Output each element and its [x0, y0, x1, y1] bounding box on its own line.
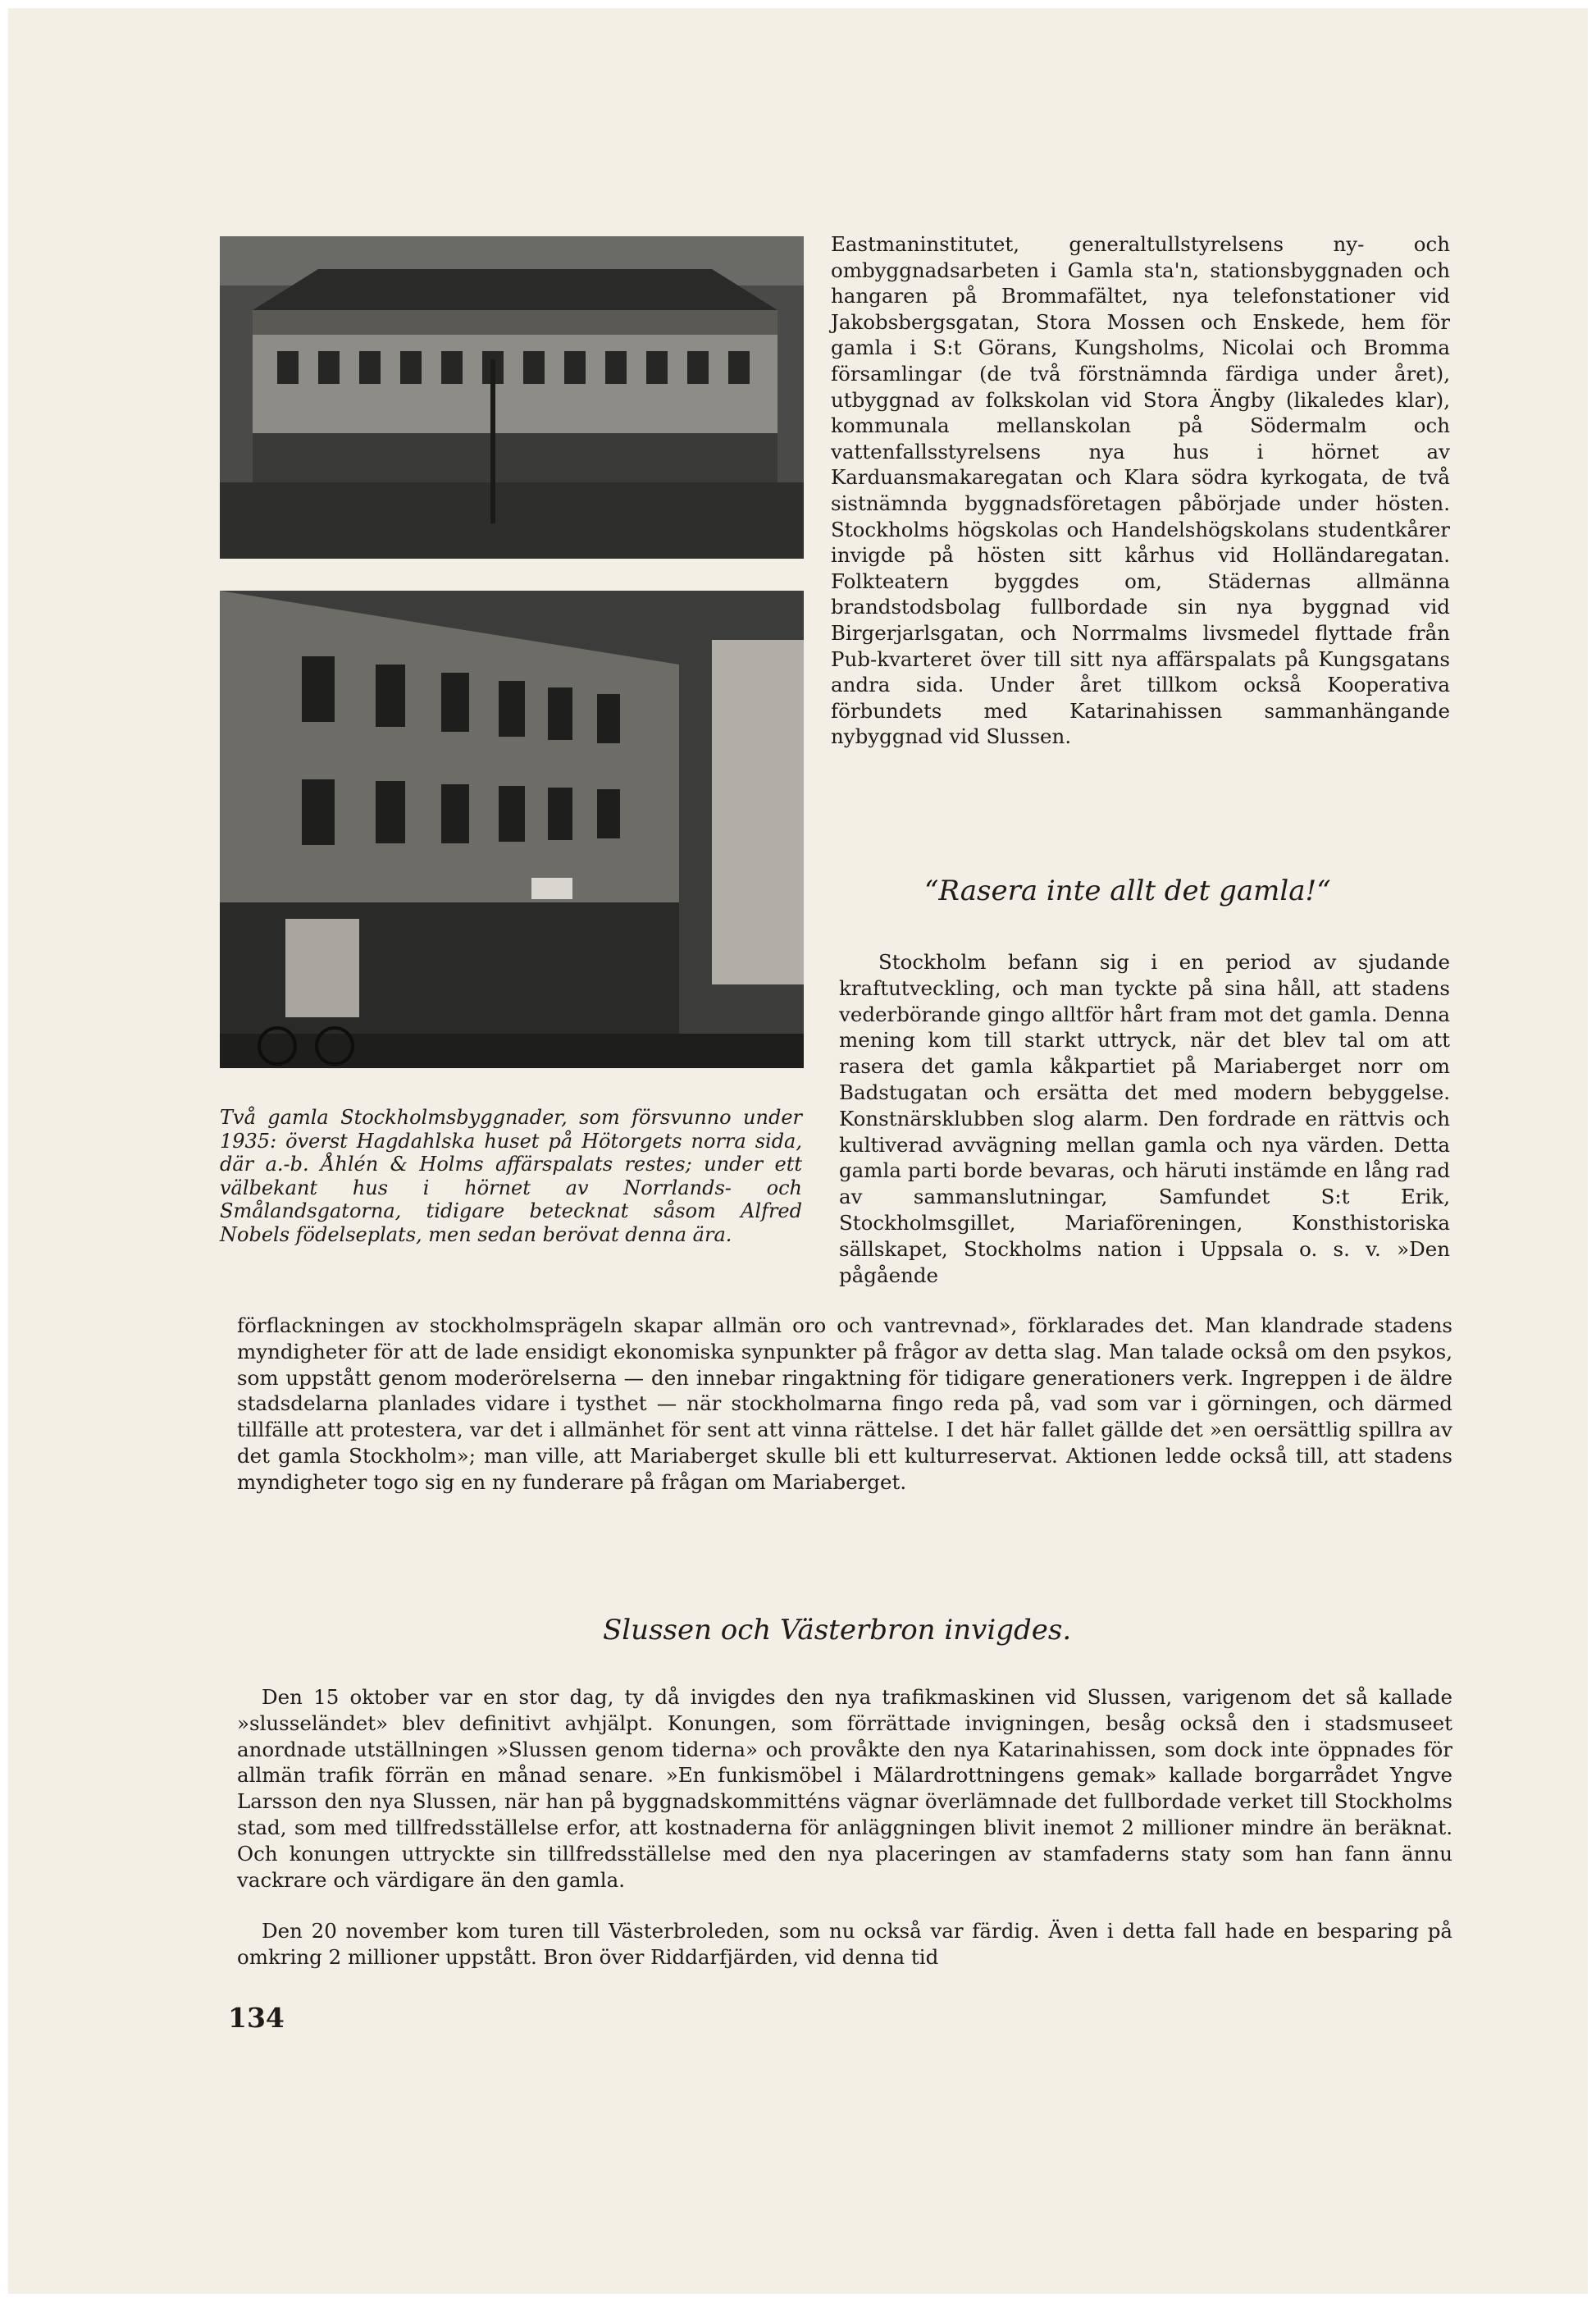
body-text-full-width: Den 15 oktober var en stor dag, ty då invigdes den nya trafikmaskinen vid Slussen, varigenom det så kallade »slusseländet» blev definitivt avhjälpt. Konungen, som förrättade invigningen, besåg också den i stadsmuseet anordnade utställningen »Slussen genom tiderna» och provåkte den nya Katarinahissen, som dock inte öppnades för allmän trafik förrän en månad senare. »En funkismöbel i Mälardrottningens gemak» kallade borgarrådet Yngve Larsson den nya Slussen, när han på byggnadskommitténs vägnar överlämnade det fullbordade verket till Stockholms stad, som med tillfredsställelse erfor, att kostnaderna för anläggningen blivit inemot 2 millioner mindre än beräknat. Och konungen uttryckte sin tillfredsställelse med den nya placeringen av stamfaderns staty som han fann ännu vackrare och värdigare än den gamla.	[237, 1685, 1452, 1892]
building-photo-icon	[220, 236, 804, 559]
photo-caption: Två gamla Stockholmsbyggnader, som försvunno under 1935: överst Hagdahlska huset på Hötorgets norra sida, där a.-b. Åhlén & Holms affärspalats restes; under ett välbekant hus i hörnet av Norrlands- och Smålandsgatorna, tidigare betecknat såsom Alfred Nobels födelseplats, men sedan berövat denna ära.	[220, 1106, 802, 1246]
body-text-full-width: Den 20 november kom turen till Västerbroleden, som nu också var färdig. Även i detta fall hade en besparing på omkring 2 millioner uppstått. Bron över Riddarfjärden, vid denna tid	[237, 1919, 1452, 1969]
document-page	[8, 8, 1588, 2294]
body-text-right-column: Stockholm befann sig i en period av sjudande kraftutveckling, och man tyckte på sina håll, att stadens vederbörande gingo alltför hårt fram mot det gamla. Denna mening kom till starkt uttryck, när det blev tal om att rasera det gamla kåkpartiet på Mariaberget norr om Badstugatan och ersätta det med modern bebyggelse. Konstnärsklubben slog alarm. Den fordrade en rättvis och kultiverad avvägning mellan gamla och nya värden. Detta gamla parti borde bevaras, och häruti instämde en lång rad av sammanslutningar, Samfundet S:t Erik, Stockholmsgillet, Mariaföreningen, Konsthistoriska sällskapet, Stockholms nation i Uppsala o. s. v. »Den pågående	[839, 950, 1450, 1287]
section-heading: Slussen och Västerbron invigdes.	[603, 1614, 1072, 1647]
building-photo-icon	[220, 591, 804, 1068]
page-number: 134	[228, 2002, 285, 2034]
section-heading: “Rasera inte allt det gamla!“	[924, 875, 1331, 907]
body-text-right-column: Eastmaninstitutet, generaltullstyrelsens ny- och ombyggnadsarbeten i Gamla sta'n, stationsbyggnaden och hangaren på Brommafältet, nya telefonstationer vid Jakobsbergsgatan, Stora Mossen och Enskede, hem för gamla i S:t Görans, Kungsholms, Nicolai och Bromma församlingar (de två förstnämnda färdiga under året), utbyggnad av folkskolan vid Stora Ängby (likaledes klar), kommunala mellanskolan på Södermalm och vattenfallsstyrelsens nya hus i hörnet av Karduansmakaregatan och Klara södra kyrkogata, de två sistnämnda byggnadsföretagen påbörjade under hösten. Stockholms högskolas och Handelshögskolans studentkårer invigde på hösten sitt kårhus vid Holländaregatan. Folkteatern byggdes om, Städernas allmänna brandstodsbolag fullbordade sin nya byggnad vid Birgerjarlsgatan, och Norrmalms livsmedel flyttade från Pub-kvarteret över till sitt nya affärspalats på Kungsgatans andra sida. Under året tillkom också Kooperativa förbundets med Katarinahissen sammanhängande nybyggnad vid Slussen.	[831, 232, 1450, 749]
body-text-full-width: förflackningen av stockholmsprägeln skapar allmän oro och vantrevnad», förklarades det. Man klandrade stadens myndigheter för att de lade ensidigt ekonomiska synpunkter på frågor av detta slag. Man talade också om den psykos, som uppstått genom moderörelserna — den innebar ringaktning för tidigare generationers verk. Ingreppen i de äldre stadsdelarna planlades vidare i tysthet — när stockholmarna fingo reda på, vad som var i görningen, och därmed tillfälle att protestera, var det i allmänhet för sent att vinna rättelse. I det här fallet gällde det »en oersättlig spillra av det gamla Stockholm»; man ville, att Mariaberget skulle bli ett kulturreservat. Aktionen ledde också till, att stadens myndigheter togo sig en ny funderare på frågan om Mariaberget.	[237, 1313, 1452, 1494]
photo-hagdahlska-huset	[220, 236, 804, 559]
photo-ahlen-holms-affarspalats	[220, 591, 804, 1068]
